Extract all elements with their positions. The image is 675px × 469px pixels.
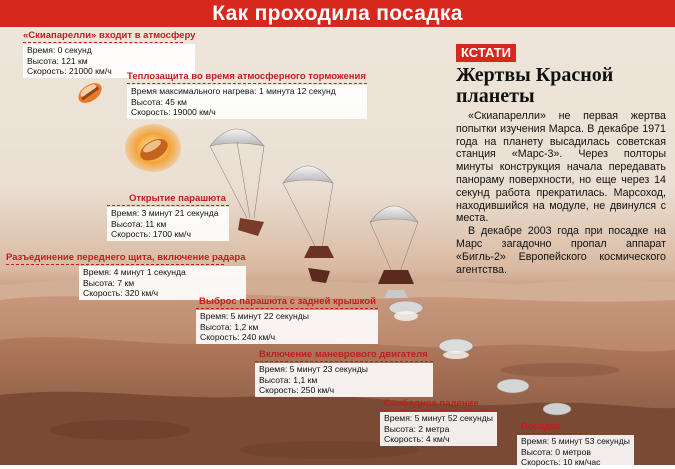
stage-time: Время: 5 минут 52 секунды — [384, 413, 493, 423]
lander-touchdown-icon — [540, 398, 574, 420]
stage-speed: Скорость: 21000 км/ч — [27, 66, 112, 77]
stage-altitude: Высота: 0 метров — [521, 446, 591, 457]
stage-divider — [107, 205, 229, 206]
stage-speed: Скорость: 320 км/ч — [83, 288, 159, 299]
page-title: Как проходила посадка — [212, 2, 463, 25]
stage-heatshield — [127, 71, 367, 119]
sidebar-paragraph: В декабре 2003 года при посадке на Марс загадочно пропал аппарат «Бигль-2» Европейского космического агентства. — [456, 225, 666, 276]
stage-time: Время: 4 минут 1 секунда — [83, 267, 186, 277]
stage-time: Время: 5 минут 53 секунды — [521, 436, 630, 446]
stage-divider — [380, 410, 492, 411]
stage-time: Время: 0 секунд — [27, 45, 92, 55]
stage-details — [380, 412, 497, 446]
stage-details — [255, 363, 433, 397]
stage-divider — [23, 42, 183, 43]
stage-title: Посадка — [521, 421, 561, 432]
parachute-backshell-icon — [364, 194, 424, 304]
stage-divider — [255, 361, 433, 362]
stage-free-fall — [380, 398, 497, 446]
stage-touchdown — [517, 421, 634, 469]
stage-time: Время: 5 минут 23 секунды — [259, 364, 368, 374]
stage-altitude: Высота: 2 метра — [384, 423, 450, 434]
stage-speed: Скорость: 250 км/ч — [259, 385, 335, 396]
stage-altitude: Высота: 45 км — [131, 96, 187, 107]
stage-altitude: Высота: 121 км — [27, 55, 88, 66]
stage-altitude: Высота: 7 км — [83, 277, 135, 288]
sidebar-body — [456, 110, 666, 276]
stage-parachute-open — [107, 193, 229, 241]
stage-speed: Скорость: 19000 км/ч — [131, 107, 216, 118]
stage-thruster-ignition — [255, 349, 433, 397]
stage-title: Выброс парашюта с задней крышкой — [199, 296, 376, 307]
lander-entry-capsule-icon — [74, 78, 106, 108]
sidebar-headline: Жертвы Красной планеты — [456, 64, 614, 107]
stage-parachute-release — [196, 296, 378, 344]
stage-details — [107, 207, 229, 241]
stage-divider — [517, 433, 587, 434]
sidebar-tag: КСТАТИ — [456, 44, 516, 62]
lander-freefall-icon — [436, 332, 476, 362]
stage-divider — [196, 308, 378, 309]
stage-speed: Скорость: 10 км/час — [521, 457, 601, 468]
stage-details — [196, 310, 378, 344]
stage-speed: Скорость: 240 км/ч — [200, 332, 276, 343]
stage-shield-separation — [6, 252, 246, 300]
stage-title: Разъединение переднего щита, включение радара — [6, 252, 246, 263]
heatshield-glow-icon — [124, 122, 182, 174]
stage-details — [127, 85, 367, 119]
parachute-radar-icon — [278, 153, 338, 288]
stage-speed: Скорость: 1700 км/ч — [111, 229, 191, 240]
stage-divider — [127, 83, 367, 84]
stage-details — [79, 266, 246, 300]
stage-title: Свободное падение — [384, 398, 479, 409]
sidebar-paragraph: «Скиапарелли» не первая жертва попытки изучения Марса. В декабре 1971 года на планету высадилась советская станция «Марс-3». Через полторы минуты конструкция начала передавать панораму поверхности, но еще через 14 секунд работа прекратилась. Марсоход, находившийся на модуле, не двинулся с места. — [456, 110, 666, 225]
stage-time: Время максимального нагрева: 1 минута 12 секунд — [131, 86, 336, 96]
stage-altitude: Высота: 11 км — [111, 218, 167, 229]
stage-title: «Скиапарелли» входит в атмосферу — [23, 30, 196, 41]
stage-time: Время: 3 минут 21 секунда — [111, 208, 219, 218]
stage-time: Время: 5 минут 22 секунды — [200, 311, 309, 321]
stage-divider — [6, 264, 224, 265]
stage-speed: Скорость: 4 км/ч — [384, 434, 450, 445]
stage-altitude: Высота: 1,1 км — [259, 374, 318, 385]
stage-altitude: Высота: 1,2 км — [200, 321, 259, 332]
stage-title: Включение маневрового двигателя — [259, 349, 428, 360]
stage-title: Теплозащита во время атмосферного торможения — [127, 71, 366, 82]
stage-details — [517, 435, 634, 469]
lander-descent-icon — [494, 374, 532, 400]
stage-title: Открытие парашюта — [129, 193, 226, 204]
lander-thrusters-icon — [386, 296, 426, 324]
sidebar-article — [456, 44, 666, 276]
